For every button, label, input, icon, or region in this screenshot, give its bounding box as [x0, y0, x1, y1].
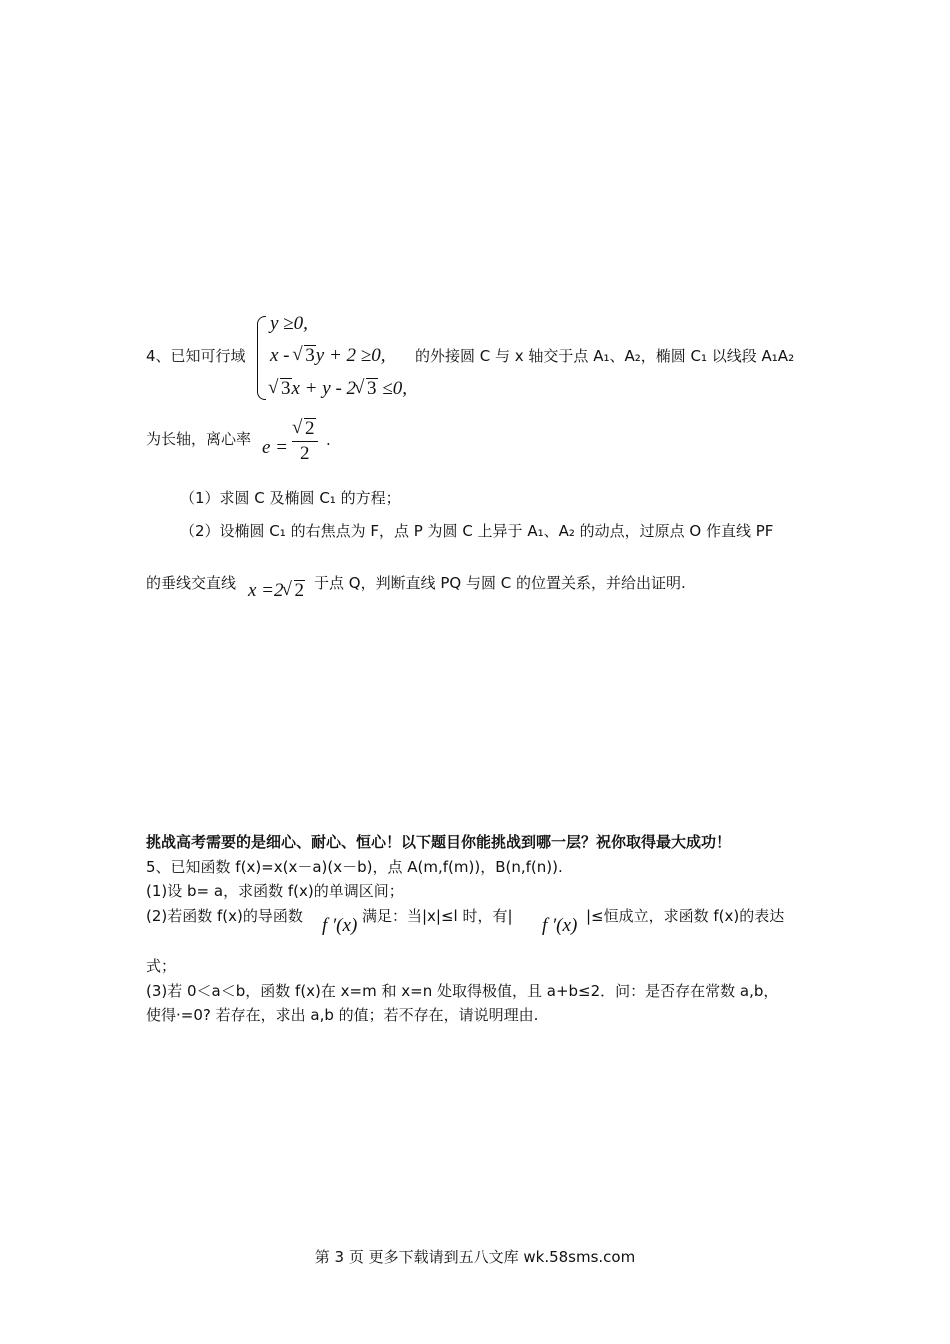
- q5-part-3a: (3)若 0＜a＜b，函数 f(x)在 x=m 和 x=n 处取得极值，且 a+b≤2．问：是否存在常数 a,b，: [146, 982, 779, 1000]
- q4-period: .: [326, 431, 331, 449]
- constraint-1: y ≥0,: [270, 313, 308, 334]
- q4-text-3b: 于点 Q，判断直线 PQ 与圆 C 的位置关系，并给出证明.: [314, 574, 686, 592]
- q5-line-1: 5、已知函数 f(x)=x(x－a)(x－b)，点 A(m,f(m))，B(n,f(n)).: [146, 858, 563, 876]
- q4-text-1: 的外接圆 C 与 x 轴交于点 A₁、A₂，椭圆 C₁ 以线段 A₁A₂: [415, 347, 795, 365]
- q5-part-2d: 式；: [146, 957, 177, 975]
- constraint-3: √ 3x + y - 2√ 3 ≤0,: [270, 378, 407, 400]
- q5-part-2c: |≤恒成立，求函数 f(x)的表达: [586, 907, 785, 925]
- q5-part-2b: 满足：当|x|≤l 时，有|: [362, 907, 513, 925]
- q5-part-1: (1)设 b= a，求函数 f(x)的单调区间；: [146, 882, 404, 900]
- system-brace: [257, 316, 266, 400]
- constraint-2: x - √ 3y + 2 ≥0,: [270, 345, 385, 367]
- page-footer: 第 3 页 更多下载请到五八文库 wk.58sms.com: [314, 1248, 636, 1266]
- derivative-1: f ′(x): [322, 915, 358, 936]
- eccentricity-fraction: √ 2 2: [292, 418, 318, 465]
- q4-part-2: （2）设椭圆 C₁ 的右焦点为 F，点 P 为圆 C 上异于 A₁、A₂ 的动点，过原点 O 作直线 PF: [180, 522, 774, 540]
- eccentricity-lhs: e =: [262, 437, 289, 458]
- q4-text-3a: 的垂线交直线: [146, 574, 237, 592]
- q4-part-1: （1）求圆 C 及椭圆 C₁ 的方程；: [180, 489, 401, 507]
- q5-part-3b: 使得·=0? 若存在，求出 a,b 的值；若不存在，请说明理由.: [146, 1006, 539, 1024]
- challenge-heading: 挑战高考需要的是细心、耐心、恒心！以下题目你能挑战到哪一层？祝你取得最大成功！: [146, 833, 732, 851]
- q5-part-2a: (2)若函数 f(x)的导函数: [146, 907, 303, 925]
- system-brace-tip: [251, 351, 258, 361]
- q4-text-2: 为长轴，离心率: [146, 430, 252, 448]
- line-equation: x =2√ 2: [248, 580, 305, 602]
- derivative-2: f ′(x): [542, 915, 578, 936]
- q4-label: 4、已知可行域: [146, 347, 246, 365]
